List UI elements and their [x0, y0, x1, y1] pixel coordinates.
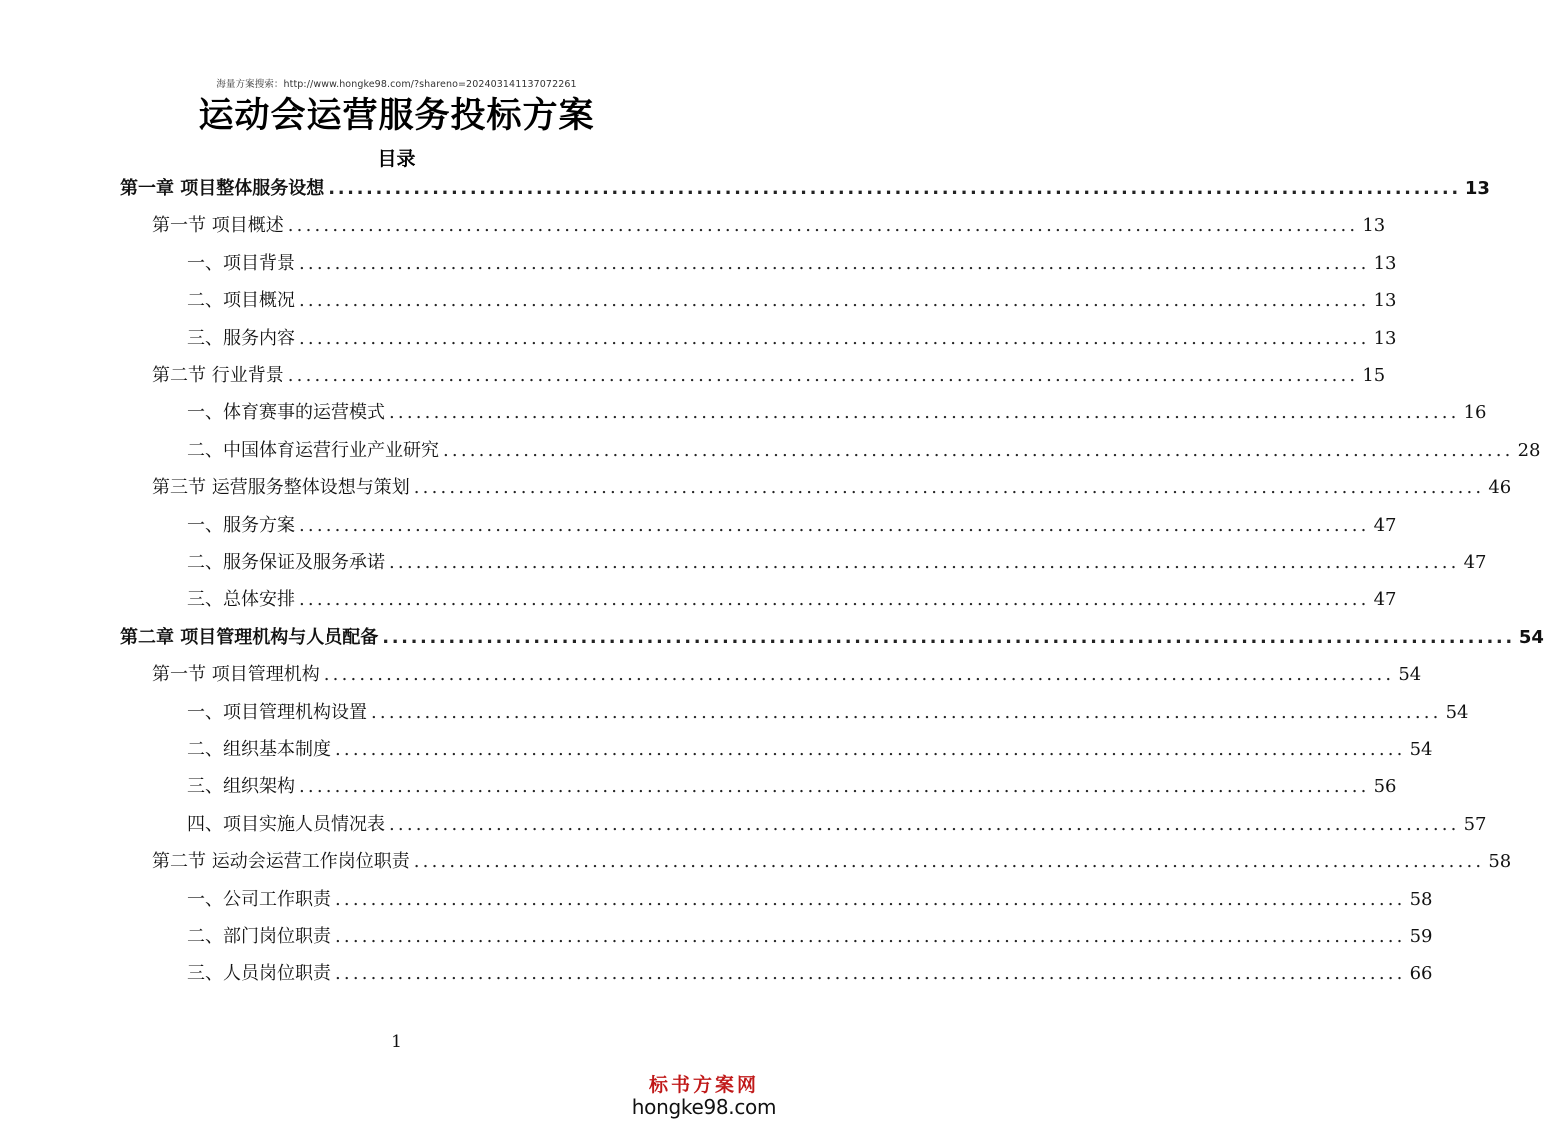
toc-entry-label: 二、组织基本制度	[187, 739, 331, 760]
toc-entry[interactable]	[152, 847, 1512, 877]
toc-entry-label: 二、项目概况	[187, 290, 295, 312]
toc-entry[interactable]	[187, 585, 1397, 615]
toc-entry-label: 第三节 运营服务整体设想与策划	[152, 477, 410, 499]
toc-dot-leader: ........................................................................................................................	[413, 851, 1485, 873]
toc-entry-page: 13	[1373, 252, 1397, 274]
toc-entry-page: 54	[1518, 626, 1544, 648]
toc-entry[interactable]	[120, 623, 1544, 653]
toc-entry-page: 57	[1463, 813, 1487, 835]
toc-entry-page: 13	[1464, 178, 1490, 199]
toc-entry[interactable]	[187, 548, 1487, 578]
toc-dot-leader: ........................................................................................................................	[328, 178, 1461, 199]
toc-entry-page: 58	[1488, 851, 1512, 873]
toc-entry-label: 一、服务方案	[187, 514, 295, 536]
toc-dot-leader: ........................................................................................................................	[335, 739, 1406, 760]
toc-entry[interactable]	[187, 286, 1397, 316]
toc-entry[interactable]	[187, 698, 1469, 728]
document-title: 运动会运营服务投标方案	[198, 96, 595, 136]
toc-entry-page: 54	[1409, 739, 1433, 760]
toc-entry[interactable]	[187, 511, 1397, 541]
toc-dot-leader: ........................................................................................................................	[299, 290, 1370, 312]
toc-entry-page: 58	[1409, 888, 1433, 910]
toc-dot-leader: ........................................................................................................................	[299, 514, 1370, 536]
toc-dot-leader: ........................................................................................................................	[335, 888, 1406, 910]
toc-dot-leader: ........................................................................................................................	[299, 589, 1370, 611]
toc-entry-page: 47	[1373, 589, 1397, 611]
toc-dot-leader: ........................................................................................................................	[335, 926, 1406, 947]
toc-entry[interactable]	[187, 810, 1487, 840]
toc-dot-leader: ........................................................................................................................	[335, 963, 1406, 985]
toc-entry-page: 16	[1463, 402, 1487, 424]
toc-entry[interactable]	[187, 922, 1433, 952]
toc-entry[interactable]	[152, 660, 1422, 690]
toc-dot-leader: ........................................................................................................................	[382, 626, 1515, 648]
toc-dot-leader: ........................................................................................................................	[287, 215, 1359, 237]
toc-dot-leader: ........................................................................................................................	[371, 701, 1442, 723]
toc-entry-label: 第二章 项目管理机构与人员配备	[120, 626, 379, 648]
toc-dot-leader: ........................................................................................................................	[287, 365, 1359, 386]
toc-dot-leader: ........................................................................................................................	[299, 252, 1370, 274]
toc-dot-leader: ........................................................................................................................	[389, 402, 1460, 424]
toc-entry-label: 四、项目实施人员情况表	[187, 813, 385, 835]
toc-entry-label: 三、人员岗位职责	[187, 963, 331, 985]
toc-dot-leader: ........................................................................................................................	[389, 813, 1460, 835]
toc-entry[interactable]	[187, 398, 1487, 428]
toc-entry-label: 二、中国体育运营行业产业研究	[187, 439, 439, 461]
toc-entry-label: 一、公司工作职责	[187, 888, 331, 910]
toc-entry-page: 13	[1362, 215, 1386, 237]
toc-entry-page: 54	[1398, 664, 1422, 686]
toc-entry[interactable]	[152, 361, 1386, 391]
toc-entry-page: 54	[1445, 701, 1469, 723]
toc-entry[interactable]	[187, 735, 1433, 765]
toc-entry-page: 47	[1373, 514, 1397, 536]
toc-entry-label: 三、组织架构	[187, 776, 295, 798]
toc-entry[interactable]	[187, 324, 1397, 354]
toc-entry-page: 66	[1409, 963, 1433, 985]
toc-heading: 目录	[377, 148, 416, 170]
toc-entry-label: 第二节 运动会运营工作岗位职责	[152, 851, 410, 873]
toc-entry[interactable]	[120, 174, 1490, 204]
toc-entry[interactable]	[187, 959, 1433, 989]
toc-entry-label: 一、体育赛事的运营模式	[187, 402, 385, 424]
toc-entry-page: 46	[1488, 477, 1512, 499]
toc-entry[interactable]	[187, 249, 1397, 279]
toc-entry[interactable]	[152, 473, 1512, 503]
toc-dot-leader: ........................................................................................................................	[443, 439, 1514, 461]
toc-entry-label: 二、部门岗位职责	[187, 926, 331, 947]
toc-entry[interactable]	[187, 885, 1433, 915]
toc-entry-page: 13	[1373, 327, 1397, 349]
toc-entry-label: 三、服务内容	[187, 327, 295, 349]
toc-dot-leader: ........................................................................................................................	[323, 664, 1395, 686]
toc-entry-page: 56	[1373, 776, 1397, 798]
toc-entry-label: 二、服务保证及服务承诺	[187, 552, 385, 573]
page-number: 1	[391, 1032, 402, 1052]
toc-entry[interactable]	[187, 772, 1397, 802]
watermark-url: hongke98.com	[631, 1095, 777, 1119]
toc-entry-label: 第一节 项目管理机构	[152, 664, 320, 686]
watermark-logo	[629, 1070, 779, 1119]
toc-entry-label: 一、项目管理机构设置	[187, 701, 367, 723]
toc-entry-label: 三、总体安排	[187, 589, 295, 611]
toc-entry-label: 第二节 行业背景	[152, 365, 284, 386]
toc-entry-page: 28	[1517, 439, 1541, 461]
toc-entry-label: 第一章 项目整体服务设想	[120, 178, 325, 199]
toc-entry-label: 一、项目背景	[187, 252, 295, 274]
watermark-name: 标书方案网	[648, 1074, 759, 1096]
toc-dot-leader: ........................................................................................................................	[299, 327, 1370, 349]
toc-dot-leader: ........................................................................................................................	[299, 776, 1370, 798]
toc-entry-page: 59	[1409, 926, 1433, 947]
toc-dot-leader: ........................................................................................................................	[389, 552, 1460, 573]
toc-dot-leader: ........................................................................................................................	[413, 477, 1485, 499]
search-note: 海量方案搜索：http://www.hongke98.com/?shareno=20240314113707226​1	[216, 79, 577, 90]
toc-entry[interactable]	[187, 436, 1541, 466]
toc-entry-label: 第一节 项目概述	[152, 215, 284, 237]
toc-entry-page: 13	[1373, 290, 1397, 312]
toc-entry-page: 47	[1463, 552, 1487, 573]
toc-entry[interactable]	[152, 211, 1386, 241]
toc-entry-page: 15	[1362, 365, 1386, 386]
